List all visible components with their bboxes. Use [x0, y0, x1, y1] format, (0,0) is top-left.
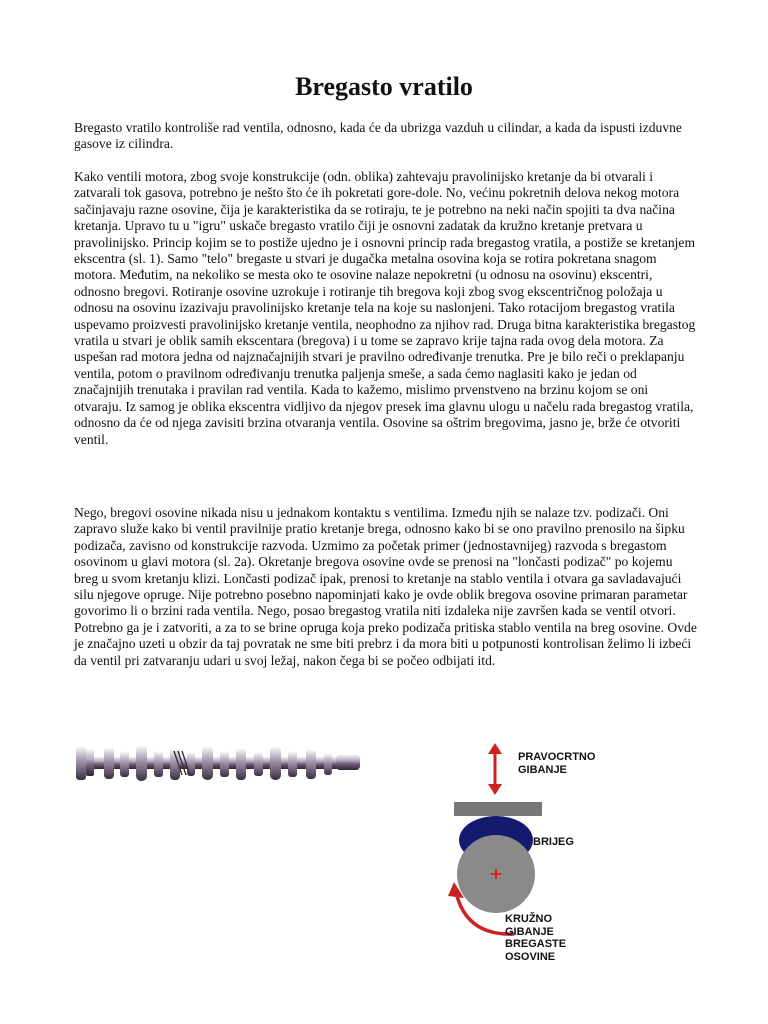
- label-linear-motion: PRAVOCRTNO GIBANJE: [518, 751, 596, 776]
- follower-plate: [454, 802, 542, 816]
- label-cam-lobe: BRIJEG: [533, 836, 574, 848]
- label-rotary-motion: KRUŽNO GIBANJE BREGASTE OSOVINE: [505, 913, 567, 963]
- camshaft-photo: [74, 733, 364, 791]
- paragraph-principle: Kako ventili motora, zbog svoje konstrukcije (odn. oblika) zahtevaju pravolinijsko kretanje da bi otvarali i zatvarali tok gasova, potrebno je nešto što će ih pokretati gore-dole. No, većinu pokretnih delova nekog motora sačinjavaju razne osovine, čija je karakteristika da se rotiraju, te je potrebno na neki način spojiti ta dva načina kretanja. Upravo tu u "igru" uskače bregasto vratilo čiji je osnovni zadatak da kružno kretanje pretvara u pravolinijsko. Princip kojim se to postiže ujedno je i osnovni princip rada bregastog vratila, a postiže se kretanjem ekscentra (sl. 1). Samo "telo" bregaste u stvari je dugačka metalna osovina koja se rotira pokretana snagom motora. Međutim, na nekoliko se mesta oko te osovine nalaze nepokretni (u odnosu na osovinu) ekscentri, odnosno bregovi. Rotiranje osovine uzrokuje i rotiranje tih bregova koji zbog svog ekscentričnog položaja u odnosu na osovinu izazivaju pravolinijsko kretanje tela na koje su naslonjeni. Tako rotacijom bregastog vratila uspevamo proizvesti pravolinijsko kretanje ventila, neophodno za njihov rad. Druga bitna karakteristika bregastog vratila u stvari je oblik samih ekscentara (bregova) i u tome se zapravo krije tajna rada ovog dela motora. Za uspešan rad motora jedna od najznačajnijih stvari je pravilno određivanje trenutka. Pre je bilo reči o preklapanju ventila, potom o pravilnom određivanju trenutka paljenja smeše, a sada ćemo naglasiti kako je jedan od značajnijih trenutaka i pravilan rad ventila. Kada to kažemo, mislimo prvenstveno na brzinu kojom se oni otvaraju. Iz samog je oblika ekscentra vidljivo da njegov presek ima glavnu ulogu u načelu rada bregastog vratila, odnosno da će od njega zavisiti brzina otvaranja ventila. Osovine sa oštrim bregovima, jasno je, brže će otvoriti ventil.: [74, 169, 696, 447]
- page-title: Bregasto vratilo: [295, 72, 473, 101]
- linear-motion-arrow-icon: [488, 743, 502, 795]
- paragraph-intro: Bregasto vratilo kontroliše rad ventila, odnosno, kada će da ubrizga vazduh u cilindar, a kada da ispusti izduvne gasove iz cilindra.: [74, 120, 682, 152]
- paragraph-lifters: Nego, bregovi osovine nikada nisu u jednakom kontaktu s ventilima. Između njih se nalaze tzv. podizači. Oni zapravo služe kako bi ventil pravilnije pratio kretanje brega, odnosno kako bi se ono pravilno prenosilo na šipku podizača, zavisno od konstrukcije razvoda. Uzmimo za početak primer (jednostavnijeg) razvoda s bregastom osovinom u glavi motora (sl. 2a). Okretanje bregova osovine ovde se prenosi na "lončasti podizač" po kojemu breg u svom kretanju klizi. Lončasti podizač ipak, prenosi to kretanje na stablo ventila i otvara ga savladavajući silu njegove opruge. Nije potrebno posebno napominjati kako je ovde oblik bregova osovine primaran parametar govorimo li o brzini rada ventila. Nego, posao bregastog vratila niti izdaleka nije završen kada se ventil otvori. Potrebno ga je i zatvoriti, a za to se brine opruga koja preko podizača pritiska stablo ventila na breg osovine. Ovde je značajno uzeti u obzir da taj povratak ne sme biti prebrz i da mora biti u potpunosti kontrolisan želimo li izbeći da ventil pri zatvaranju udari u svoj ležaj, nakon čega bi se počeo odbijati itd.: [74, 505, 697, 668]
